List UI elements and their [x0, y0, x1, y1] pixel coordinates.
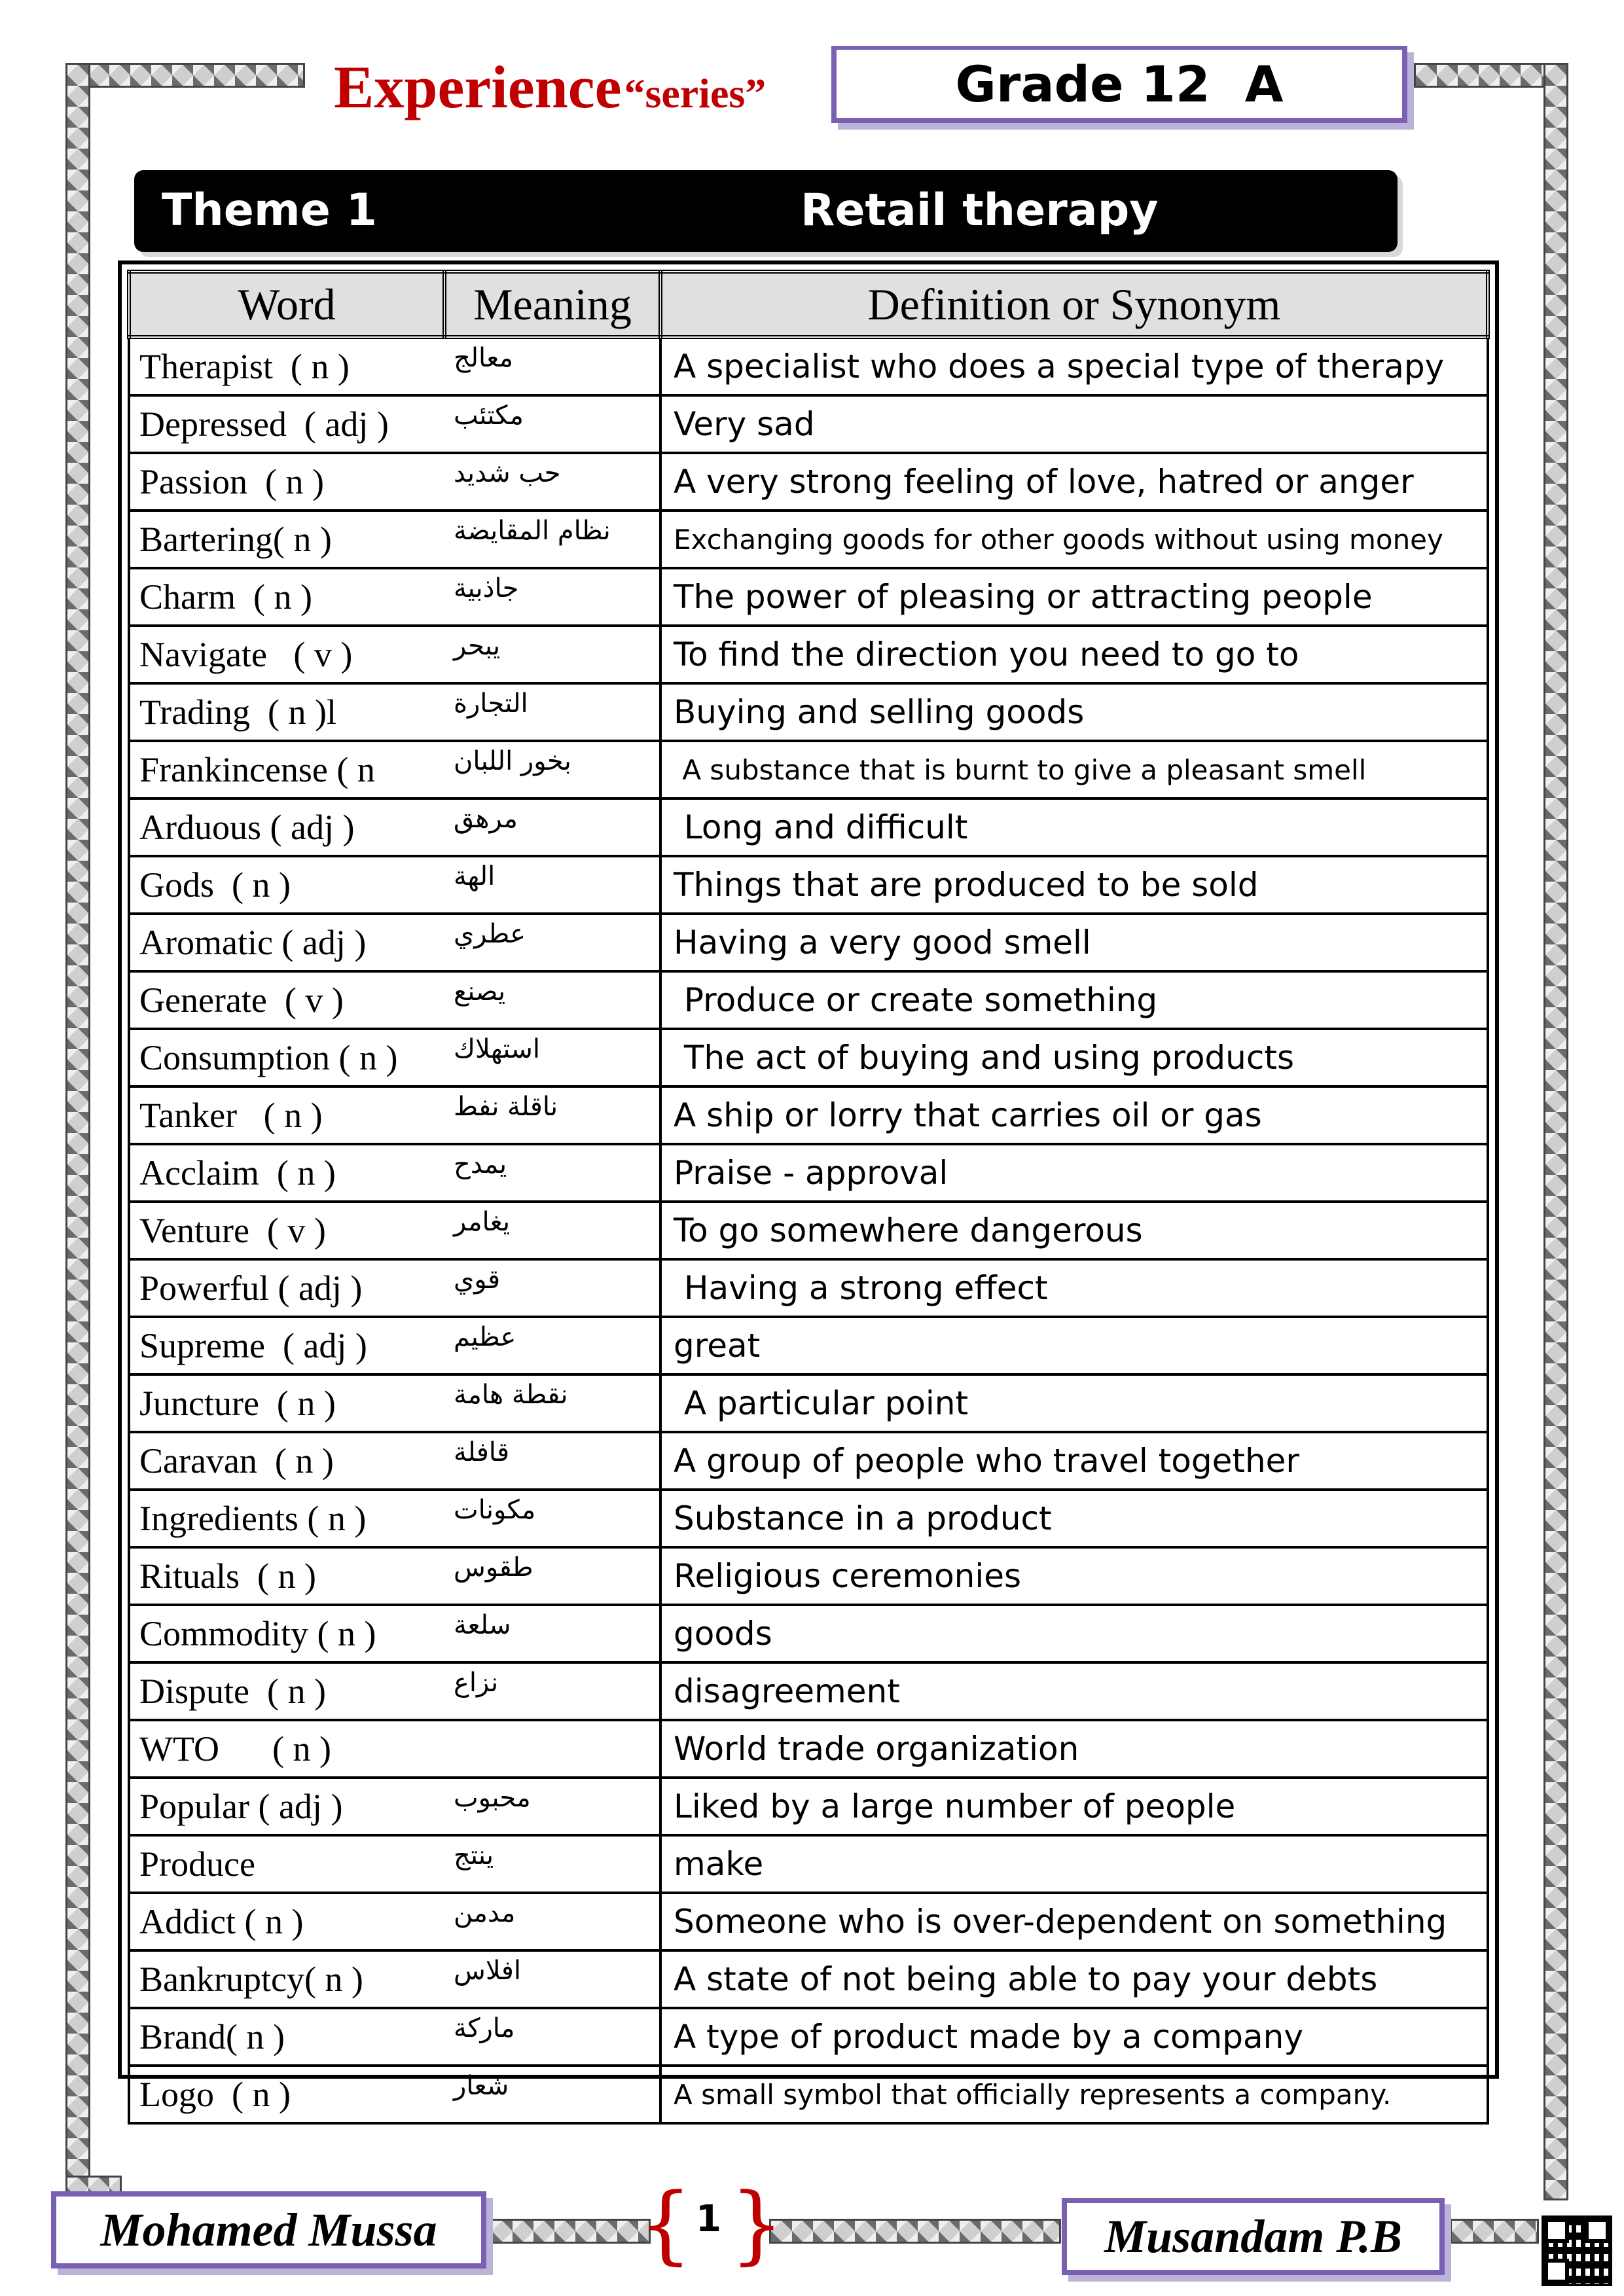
table-row: [129, 1029, 1488, 1086]
table-row: [129, 1202, 1488, 1259]
table-row: [129, 1086, 1488, 1144]
meaning-cell: مدمن: [444, 1893, 660, 1950]
meaning-cell: نقطة هامة: [444, 1374, 660, 1432]
definition-cell: goods: [660, 1605, 1488, 1662]
definition-cell: Exchanging goods for other goods without using money: [660, 511, 1488, 568]
meaning-cell: يصنع: [444, 971, 660, 1029]
meaning-cell: نزاع: [444, 1662, 660, 1720]
location-name: Musandam P.B: [1104, 2210, 1402, 2263]
theme-bar: [134, 170, 1398, 252]
meaning-cell: سلعة: [444, 1605, 660, 1662]
qr-code-icon: [1542, 2215, 1612, 2286]
definition-cell: great: [660, 1317, 1488, 1374]
table-row: [129, 395, 1488, 453]
word-cell: Brand( n ): [129, 2008, 444, 2066]
table-row: [129, 1720, 1488, 1778]
table-row: [129, 1835, 1488, 1893]
meaning-cell: قافلة: [444, 1432, 660, 1490]
table-row: [129, 1432, 1488, 1490]
meaning-cell: الهة: [444, 856, 660, 914]
word-cell: Acclaim ( n ): [129, 1144, 444, 1202]
word-cell: Venture ( v ): [129, 1202, 444, 1259]
table-row: [129, 453, 1488, 511]
border-bottom-mid-left: [490, 2219, 651, 2244]
word-cell: Powerful ( adj ): [129, 1259, 444, 1317]
table-row: [129, 1490, 1488, 1547]
word-cell: Popular ( adj ): [129, 1778, 444, 1835]
definition-cell: Liked by a large number of people: [660, 1778, 1488, 1835]
meaning-cell: يغامر: [444, 1202, 660, 1259]
definition-cell: make: [660, 1835, 1488, 1893]
definition-cell: World trade organization: [660, 1720, 1488, 1778]
grade-box: [831, 46, 1407, 123]
table-row: [129, 511, 1488, 568]
definition-cell: disagreement: [660, 1662, 1488, 1720]
meaning-cell: طقوس: [444, 1547, 660, 1605]
definition-cell: Having a strong effect: [660, 1259, 1488, 1317]
word-cell: Ingredients ( n ): [129, 1490, 444, 1547]
meaning-cell: مرهق: [444, 798, 660, 856]
definition-cell: A state of not being able to pay your debts: [660, 1950, 1488, 2008]
meaning-cell: معالج: [444, 337, 660, 395]
table-row: [129, 1374, 1488, 1432]
word-cell: Navigate ( v ): [129, 626, 444, 683]
header-word: Word: [129, 272, 444, 337]
word-cell: Bankruptcy( n ): [129, 1950, 444, 2008]
meaning-cell: [444, 1720, 660, 1778]
meaning-cell: ينتج: [444, 1835, 660, 1893]
table-row: [129, 683, 1488, 741]
definition-cell: A small symbol that officially represents a company.: [660, 2066, 1488, 2123]
table-row: [129, 1662, 1488, 1720]
definition-cell: To find the direction you need to go to: [660, 626, 1488, 683]
meaning-cell: استهلاك: [444, 1029, 660, 1086]
word-cell: Bartering( n ): [129, 511, 444, 568]
word-cell: Dispute ( n ): [129, 1662, 444, 1720]
border-bottom-right: [1450, 2219, 1539, 2244]
meaning-cell: محبوب: [444, 1778, 660, 1835]
author-box: [51, 2191, 486, 2269]
word-cell: Trading ( n )l: [129, 683, 444, 741]
table-row: [129, 2008, 1488, 2066]
definition-cell: A group of people who travel together: [660, 1432, 1488, 1490]
table-row: [129, 856, 1488, 914]
meaning-cell: يبحر: [444, 626, 660, 683]
word-cell: Generate ( v ): [129, 971, 444, 1029]
table-row: [129, 914, 1488, 971]
word-cell: Rituals ( n ): [129, 1547, 444, 1605]
word-cell: Arduous ( adj ): [129, 798, 444, 856]
location-box: [1062, 2198, 1445, 2275]
meaning-cell: مكتئب: [444, 395, 660, 453]
definition-cell: To go somewhere dangerous: [660, 1202, 1488, 1259]
word-cell: Juncture ( n ): [129, 1374, 444, 1432]
definition-cell: A substance that is burnt to give a pleasant smell: [660, 741, 1488, 798]
meaning-cell: بخور اللبان: [444, 741, 660, 798]
definition-cell: Buying and selling goods: [660, 683, 1488, 741]
series-title: [334, 52, 831, 124]
meaning-cell: التجارة: [444, 683, 660, 741]
meaning-cell: مكونات: [444, 1490, 660, 1547]
word-cell: Consumption ( n ): [129, 1029, 444, 1086]
vocabulary-table: [118, 260, 1499, 2114]
meaning-cell: نظام المقايضة: [444, 511, 660, 568]
table-row: [129, 741, 1488, 798]
word-cell: Logo ( n ): [129, 2066, 444, 2123]
page-number-value: 1: [696, 2198, 721, 2240]
table-row: [129, 2066, 1488, 2123]
definition-cell: Long and difficult: [660, 798, 1488, 856]
table-row: [129, 1144, 1488, 1202]
author-name: Mohamed Mussa: [100, 2203, 437, 2256]
word-cell: Supreme ( adj ): [129, 1317, 444, 1374]
left-brace-icon: {: [638, 2174, 693, 2274]
theme-title: Retail therapy: [801, 185, 1159, 236]
word-cell: Addict ( n ): [129, 1893, 444, 1950]
series-main: Experience: [334, 54, 622, 120]
word-cell: Gods ( n ): [129, 856, 444, 914]
word-cell: Produce: [129, 1835, 444, 1893]
meaning-cell: افلاس: [444, 1950, 660, 2008]
table-row: [129, 971, 1488, 1029]
definition-cell: Very sad: [660, 395, 1488, 453]
definition-cell: The power of pleasing or attracting people: [660, 568, 1488, 626]
meaning-cell: حب شديد: [444, 453, 660, 511]
header-definition: Definition or Synonym: [660, 272, 1488, 337]
definition-cell: Things that are produced to be sold: [660, 856, 1488, 914]
definition-cell: Someone who is over-dependent on something: [660, 1893, 1488, 1950]
definition-cell: Substance in a product: [660, 1490, 1488, 1547]
meaning-cell: عظيم: [444, 1317, 660, 1374]
definition-cell: Having a very good smell: [660, 914, 1488, 971]
meaning-cell: قوي: [444, 1259, 660, 1317]
meaning-cell: يمدح: [444, 1144, 660, 1202]
table-row: [129, 1547, 1488, 1605]
definition-cell: The act of buying and using products: [660, 1029, 1488, 1086]
definition-cell: A specialist who does a special type of therapy: [660, 337, 1488, 395]
table-row: [129, 1778, 1488, 1835]
table-row: [129, 798, 1488, 856]
table-row: [129, 1605, 1488, 1662]
border-top-left: [65, 63, 305, 88]
series-sub: “series”: [624, 70, 767, 117]
table-row: [129, 626, 1488, 683]
word-cell: Frankincense ( n: [129, 741, 444, 798]
word-cell: WTO ( n ): [129, 1720, 444, 1778]
definition-cell: A very strong feeling of love, hatred or anger: [660, 453, 1488, 511]
table-row: [129, 568, 1488, 626]
definition-cell: A ship or lorry that carries oil or gas: [660, 1086, 1488, 1144]
table-row: [129, 1317, 1488, 1374]
page-number: [638, 2174, 784, 2274]
meaning-cell: ناقلة نفط: [444, 1086, 660, 1144]
word-cell: Caravan ( n ): [129, 1432, 444, 1490]
table-header-row: [129, 272, 1488, 337]
word-cell: Aromatic ( adj ): [129, 914, 444, 971]
table-row: [129, 337, 1488, 395]
table-row: [129, 1893, 1488, 1950]
word-cell: Passion ( n ): [129, 453, 444, 511]
meaning-cell: جاذبية: [444, 568, 660, 626]
definition-cell: Produce or create something: [660, 971, 1488, 1029]
table-row: [129, 1259, 1488, 1317]
meaning-cell: عطري: [444, 914, 660, 971]
word-cell: Depressed ( adj ): [129, 395, 444, 453]
word-cell: Commodity ( n ): [129, 1605, 444, 1662]
border-right: [1543, 63, 1568, 2200]
theme-number: Theme 1: [162, 185, 377, 236]
definition-cell: A particular point: [660, 1374, 1488, 1432]
definition-cell: Praise - approval: [660, 1144, 1488, 1202]
word-cell: Tanker ( n ): [129, 1086, 444, 1144]
grade-label: Grade 12 A: [955, 54, 1284, 113]
header-meaning: Meaning: [444, 272, 660, 337]
right-brace-icon: }: [730, 2174, 784, 2274]
border-left: [65, 63, 90, 2200]
word-cell: Therapist ( n ): [129, 337, 444, 395]
definition-cell: A type of product made by a company: [660, 2008, 1488, 2066]
meaning-cell: شعار: [444, 2066, 660, 2123]
table-row: [129, 1950, 1488, 2008]
meaning-cell: ماركة: [444, 2008, 660, 2066]
definition-cell: Religious ceremonies: [660, 1547, 1488, 1605]
border-bottom-mid-right: [769, 2219, 1061, 2244]
word-cell: Charm ( n ): [129, 568, 444, 626]
